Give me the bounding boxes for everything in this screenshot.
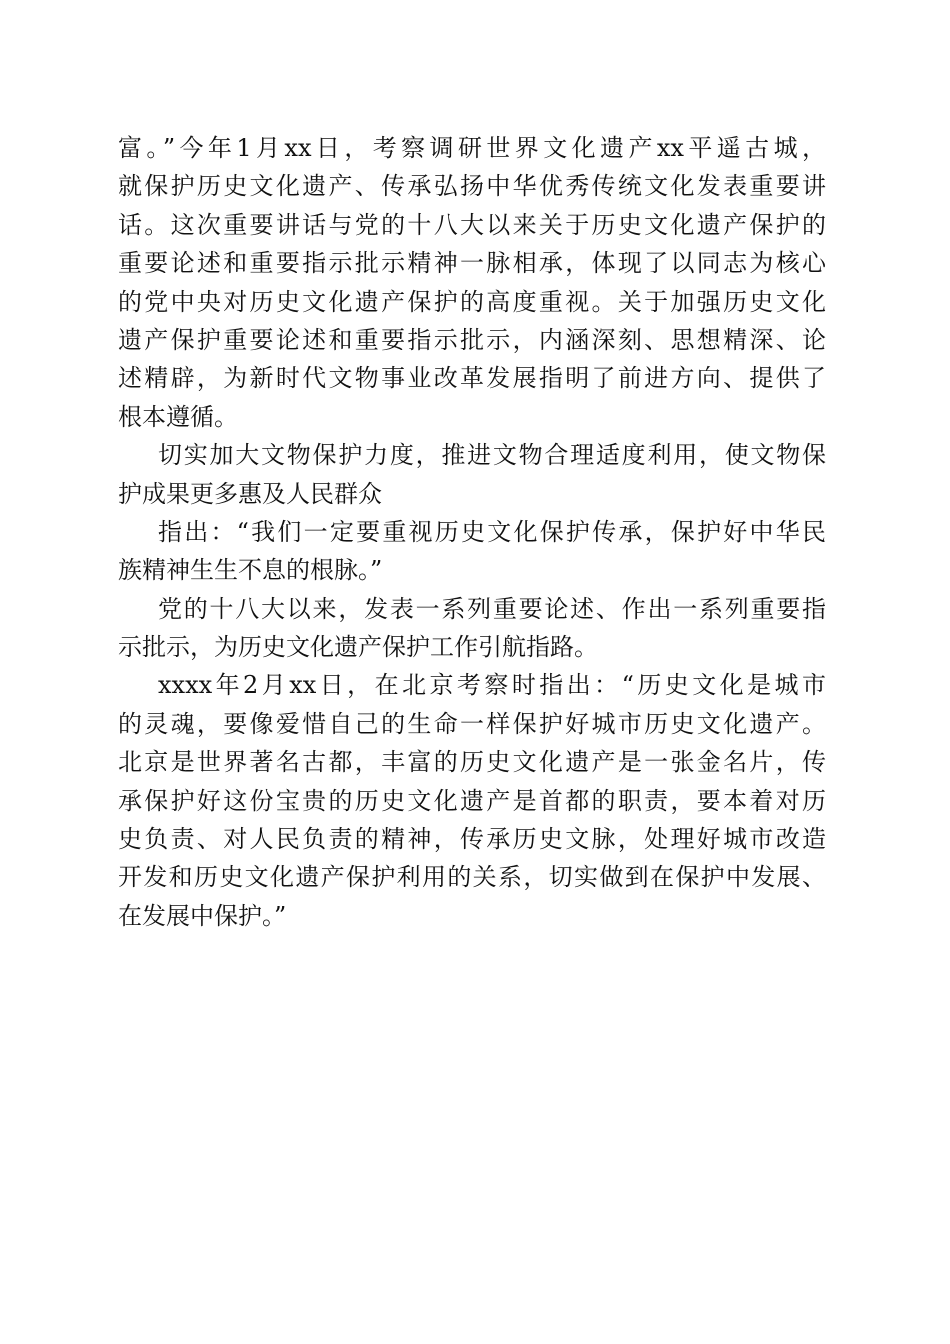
text-line: 述精辟，为新时代文物事业改革发展指明了前进方向、提供了 <box>118 364 826 393</box>
paragraph-3 <box>118 513 826 590</box>
text-line: 根本遵循。 <box>118 402 238 431</box>
text-line: 党的十八大以来，发表一系列重要论述、作出一系列重要指 <box>158 594 826 623</box>
text-line: 切实加大文物保护力度，推进文物合理适度利用，使文物保 <box>158 441 826 470</box>
text-line: 遗产保护重要论述和重要指示批示，内涵深刻、思想精深、论 <box>118 325 826 354</box>
document-body <box>118 129 826 935</box>
text-line: 富。”今年1月xx日，考察调研世界文化遗产xx平遥古城， <box>118 134 826 162</box>
text-line: 的党中央对历史文化遗产保护的高度重视。关于加强历史文化 <box>118 287 826 316</box>
text-line: xxxx年2月xx日，在北京考察时指出：“历史文化是城市 <box>158 671 826 700</box>
paragraph-5 <box>118 666 826 935</box>
paragraph-4 <box>118 590 826 667</box>
text-line: 就保护历史文化遗产、传承弘扬中华优秀传统文化发表重要讲 <box>118 172 826 201</box>
text-line: 承保护好这份宝贵的历史文化遗产是首都的职责，要本着对历 <box>118 786 826 815</box>
text-line: 护成果更多惠及人民群众 <box>118 479 382 508</box>
paragraph-1 <box>118 129 826 436</box>
paragraph-heading <box>118 436 826 513</box>
text-line: 重要论述和重要指示批示精神一脉相承，体现了以同志为核心 <box>118 249 826 278</box>
text-line: 史负责、对人民负责的精神，传承历史文脉，处理好城市改造 <box>118 825 826 854</box>
text-line: 的灵魂，要像爱惜自己的生命一样保护好城市历史文化遗产。 <box>118 709 826 738</box>
text-line: 指出：“我们一定要重视历史文化保护传承，保护好中华民 <box>158 517 826 546</box>
text-line: 族精神生生不息的根脉。” <box>118 556 383 585</box>
text-line: 话。这次重要讲话与党的十八大以来关于历史文化遗产保护的 <box>118 210 826 239</box>
text-line: 开发和历史文化遗产保护利用的关系，切实做到在保护中发展、 <box>118 863 826 892</box>
text-line: 在发展中保护。” <box>118 901 287 930</box>
text-line: 北京是世界著名古都，丰富的历史文化遗产是一张金名片，传 <box>118 748 826 777</box>
text-line: 示批示，为历史文化遗产保护工作引航指路。 <box>118 633 598 662</box>
